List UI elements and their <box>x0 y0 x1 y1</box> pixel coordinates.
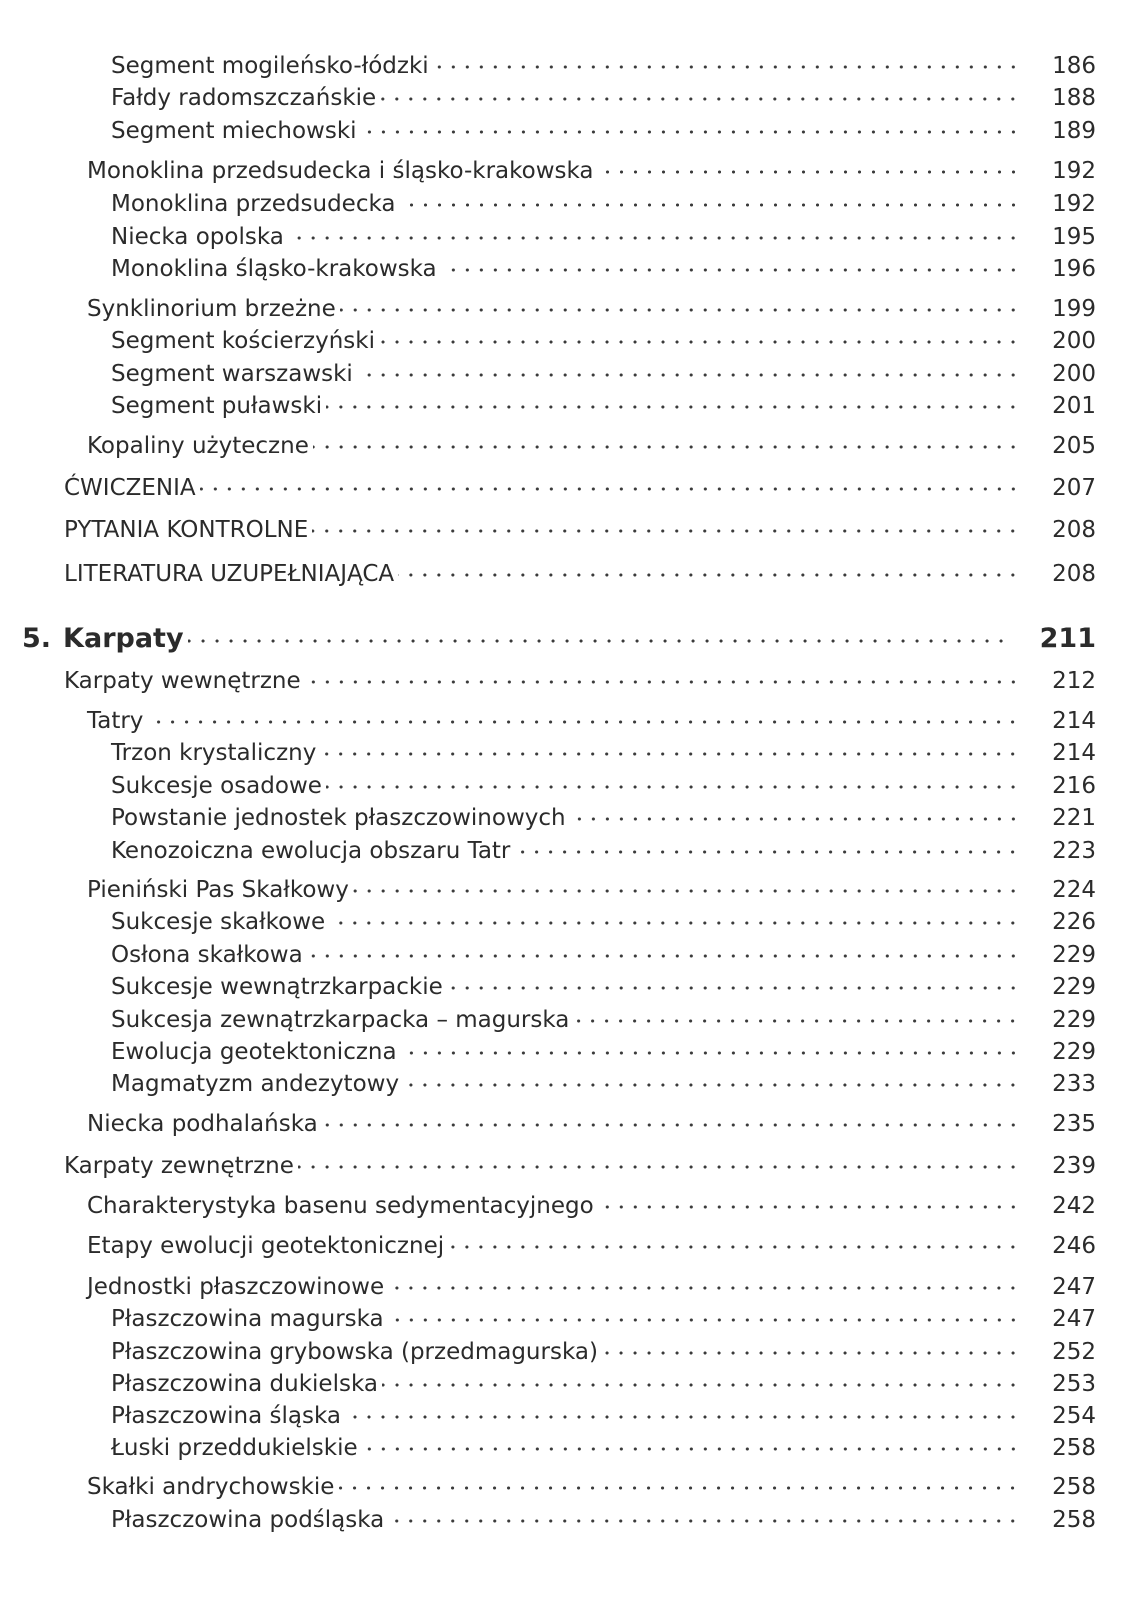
dot-leader <box>598 155 1021 178</box>
dot-leader <box>200 472 1020 495</box>
toc-entry[interactable] <box>111 1432 1096 1463</box>
toc-title: Sukcesja zewnątrzkarpacka – magurska <box>111 1007 570 1033</box>
toc-entry[interactable] <box>111 390 1096 421</box>
toc-page-number: 258 <box>1052 1507 1096 1533</box>
toc-entry[interactable] <box>64 558 1096 589</box>
toc-title: Sukcesje skałkowe <box>111 909 326 935</box>
toc-page-number: 247 <box>1052 1274 1096 1300</box>
toc-title: Segment kościerzyński <box>111 328 375 354</box>
dot-leader <box>403 1068 1020 1091</box>
toc-title: Jednostki płaszczowinowe <box>87 1274 385 1300</box>
dot-leader <box>382 1368 1020 1391</box>
toc-entry[interactable] <box>64 514 1096 545</box>
chapter-number: 5. <box>22 623 52 654</box>
dot-leader <box>362 1432 1020 1455</box>
dot-leader <box>357 358 1020 381</box>
toc-entry[interactable] <box>111 1036 1096 1067</box>
toc-page-number: 223 <box>1052 838 1096 864</box>
dot-leader <box>361 115 1020 138</box>
toc-title: Sukcesje osadowe <box>111 773 322 799</box>
toc-entry[interactable] <box>87 1271 1096 1302</box>
toc-entry[interactable] <box>111 221 1096 252</box>
toc-entry[interactable] <box>111 971 1096 1002</box>
toc-page-number: 212 <box>1052 668 1096 694</box>
toc-entry[interactable] <box>111 358 1096 389</box>
toc-page-number: 216 <box>1052 773 1096 799</box>
toc-page-number: 207 <box>1052 475 1096 501</box>
toc-page-number: 258 <box>1052 1474 1096 1500</box>
toc-page-number: 258 <box>1052 1435 1096 1461</box>
toc-title: Monoklina przedsudecka <box>111 191 396 217</box>
toc-title: Niecka opolska <box>111 224 284 250</box>
dot-leader <box>602 1336 1020 1359</box>
dot-leader <box>514 835 1020 858</box>
toc-title: Trzon krystaliczny <box>111 740 317 766</box>
dot-leader <box>401 1036 1020 1059</box>
toc-title: Pieniński Pas Skałkowy <box>87 877 349 903</box>
dot-leader <box>388 1303 1020 1326</box>
dot-leader <box>312 514 1020 537</box>
toc-title: Kenozoiczna ewolucja obszaru Tatr <box>111 838 511 864</box>
dot-leader <box>298 1150 1020 1173</box>
toc-entry[interactable] <box>87 1108 1096 1139</box>
toc-page-number: 200 <box>1052 361 1096 387</box>
toc-page-number: 253 <box>1052 1371 1096 1397</box>
toc-page-number: 221 <box>1052 805 1096 831</box>
dot-leader <box>448 1230 1020 1253</box>
toc-entry[interactable] <box>64 1150 1096 1181</box>
toc-page-number: 229 <box>1052 1039 1096 1065</box>
dot-leader <box>338 1471 1020 1494</box>
toc-title: ĆWICZENIA <box>64 475 196 501</box>
toc-entry[interactable] <box>111 1336 1096 1367</box>
dot-leader <box>398 558 1020 581</box>
toc-title: Niecka podhalańska <box>87 1111 318 1137</box>
toc-title: Etapy ewolucji geotektonicznej <box>87 1233 445 1259</box>
dot-leader <box>400 188 1021 211</box>
toc-title: Segment puławski <box>111 393 323 419</box>
dot-leader <box>307 939 1020 962</box>
dot-leader <box>379 325 1020 348</box>
dot-leader <box>329 906 1020 929</box>
toc-title: Osłona skałkowa <box>111 942 303 968</box>
toc-entry[interactable] <box>111 253 1096 284</box>
toc-page-number: 246 <box>1052 1233 1096 1259</box>
toc-title: Karpaty <box>63 623 184 654</box>
toc-entry[interactable] <box>87 1190 1096 1221</box>
toc-title: Monoklina przedsudecka i śląsko-krakowska <box>87 158 594 184</box>
dot-leader <box>288 221 1020 244</box>
toc-title: Segment miechowski <box>111 118 357 144</box>
toc-page-number: 200 <box>1052 328 1096 354</box>
toc-page-number: 247 <box>1052 1306 1096 1332</box>
toc-title: Charakterystyka basenu sedymentacyjnego <box>87 1193 594 1219</box>
toc-entry[interactable] <box>111 50 1096 81</box>
toc-title: Płaszczowina magurska <box>111 1306 384 1332</box>
toc-entry[interactable] <box>64 665 1096 696</box>
toc-title: PYTANIA KONTROLNE <box>64 517 309 543</box>
toc-title: Segment warszawski <box>111 361 353 387</box>
toc-page-number: 186 <box>1052 53 1096 79</box>
toc-entry[interactable] <box>111 325 1096 356</box>
toc-page-number: 188 <box>1052 85 1096 111</box>
toc-page-number: 189 <box>1052 118 1096 144</box>
dot-leader <box>345 1400 1020 1423</box>
dot-leader <box>326 770 1020 793</box>
toc-entry[interactable] <box>111 188 1096 219</box>
toc-title: Łuski przeddukielskie <box>111 1435 358 1461</box>
toc-entry[interactable] <box>111 906 1096 937</box>
toc-entry[interactable] <box>87 705 1096 736</box>
toc-title: Sukcesje wewnątrzkarpackie <box>111 974 443 1000</box>
toc-title: Płaszczowina dukielska <box>111 1371 378 1397</box>
dot-leader <box>313 430 1020 453</box>
toc-entry[interactable] <box>87 1471 1096 1502</box>
toc-page-number: 205 <box>1052 433 1096 459</box>
dot-leader <box>388 1271 1020 1294</box>
toc-title: Kopaliny użyteczne <box>87 433 309 459</box>
toc-page-number: 208 <box>1052 561 1096 587</box>
toc-title: Karpaty zewnętrzne <box>64 1153 294 1179</box>
toc-page-number: 208 <box>1052 517 1096 543</box>
toc-title: Płaszczowina śląska <box>111 1403 341 1429</box>
toc-page-number: 229 <box>1052 974 1096 1000</box>
dot-leader <box>433 50 1020 73</box>
toc-page-number: 192 <box>1052 191 1096 217</box>
toc-entry[interactable] <box>111 115 1096 146</box>
toc-chapter-entry[interactable] <box>22 620 1096 654</box>
dot-leader <box>441 253 1020 276</box>
toc-entry[interactable] <box>87 874 1096 905</box>
toc-title: Płaszczowina grybowska (przedmagurska) <box>111 1339 598 1365</box>
toc-page-number: 235 <box>1052 1111 1096 1137</box>
toc-page-number: 233 <box>1052 1071 1096 1097</box>
toc-title: LITERATURA UZUPEŁNIAJĄCA <box>64 561 395 587</box>
dot-leader <box>353 874 1020 897</box>
toc-title: Ewolucja geotektoniczna <box>111 1039 397 1065</box>
dot-leader <box>320 737 1020 760</box>
toc-page-number: 201 <box>1052 393 1096 419</box>
dot-leader <box>570 802 1020 825</box>
toc-title: Tatry <box>87 708 144 734</box>
dot-leader <box>447 971 1020 994</box>
toc-entry[interactable] <box>111 939 1096 970</box>
toc-page-number: 239 <box>1052 1153 1096 1179</box>
toc-entry[interactable] <box>87 293 1096 324</box>
toc-page-number: 229 <box>1052 1007 1096 1033</box>
toc-page-number: 192 <box>1052 158 1096 184</box>
dot-leader <box>340 293 1020 316</box>
toc-title: Monoklina śląsko-krakowska <box>111 256 437 282</box>
toc-title: Powstanie jednostek płaszczowinowych <box>111 805 566 831</box>
toc-title: Skałki andrychowskie <box>87 1474 335 1500</box>
toc-entry[interactable] <box>87 1230 1096 1261</box>
toc-page-number: 254 <box>1052 1403 1096 1429</box>
toc-page-number: 242 <box>1052 1193 1096 1219</box>
toc-title: Fałdy radomszczańskie <box>111 85 377 111</box>
dot-leader <box>326 390 1020 413</box>
toc-title: Segment mogileńsko-łódzki <box>111 53 429 79</box>
toc-entry[interactable] <box>111 737 1096 768</box>
toc-entry[interactable] <box>111 82 1096 113</box>
toc-title: Płaszczowina podśląska <box>111 1507 385 1533</box>
toc-title: Synklinorium brzeżne <box>87 296 336 322</box>
toc-page-number: 199 <box>1052 296 1096 322</box>
toc-page-number: 224 <box>1052 877 1096 903</box>
dot-leader <box>380 82 1020 105</box>
toc-page-number: 226 <box>1052 909 1096 935</box>
dot-leader <box>305 665 1020 688</box>
toc-page-number: 229 <box>1052 942 1096 968</box>
toc-entry[interactable] <box>111 802 1096 833</box>
toc-page-number: 214 <box>1052 708 1096 734</box>
toc-page-number: 211 <box>1039 623 1096 654</box>
toc-entry[interactable] <box>111 1400 1096 1431</box>
toc-entry[interactable] <box>111 1504 1096 1535</box>
toc-page-number: 196 <box>1052 256 1096 282</box>
toc-entry[interactable] <box>111 1068 1096 1099</box>
toc-entry[interactable] <box>87 155 1096 186</box>
toc-page-number: 214 <box>1052 740 1096 766</box>
dot-leader <box>188 620 1008 647</box>
dot-leader <box>147 705 1020 728</box>
toc-entry[interactable] <box>64 472 1096 503</box>
dot-leader <box>322 1108 1020 1131</box>
toc-entry[interactable] <box>111 1303 1096 1334</box>
toc-entry[interactable] <box>87 430 1096 461</box>
toc-page-number: 195 <box>1052 224 1096 250</box>
toc-entry[interactable] <box>111 770 1096 801</box>
toc-entry[interactable] <box>111 1004 1096 1035</box>
toc-entry[interactable] <box>111 835 1096 866</box>
toc-entry[interactable] <box>111 1368 1096 1399</box>
dot-leader <box>388 1504 1020 1527</box>
toc-title: Magmatyzm andezytowy <box>111 1071 400 1097</box>
toc-title: Karpaty wewnętrzne <box>64 668 301 694</box>
toc-page-number: 252 <box>1052 1339 1096 1365</box>
dot-leader <box>573 1004 1020 1027</box>
dot-leader <box>598 1190 1020 1213</box>
